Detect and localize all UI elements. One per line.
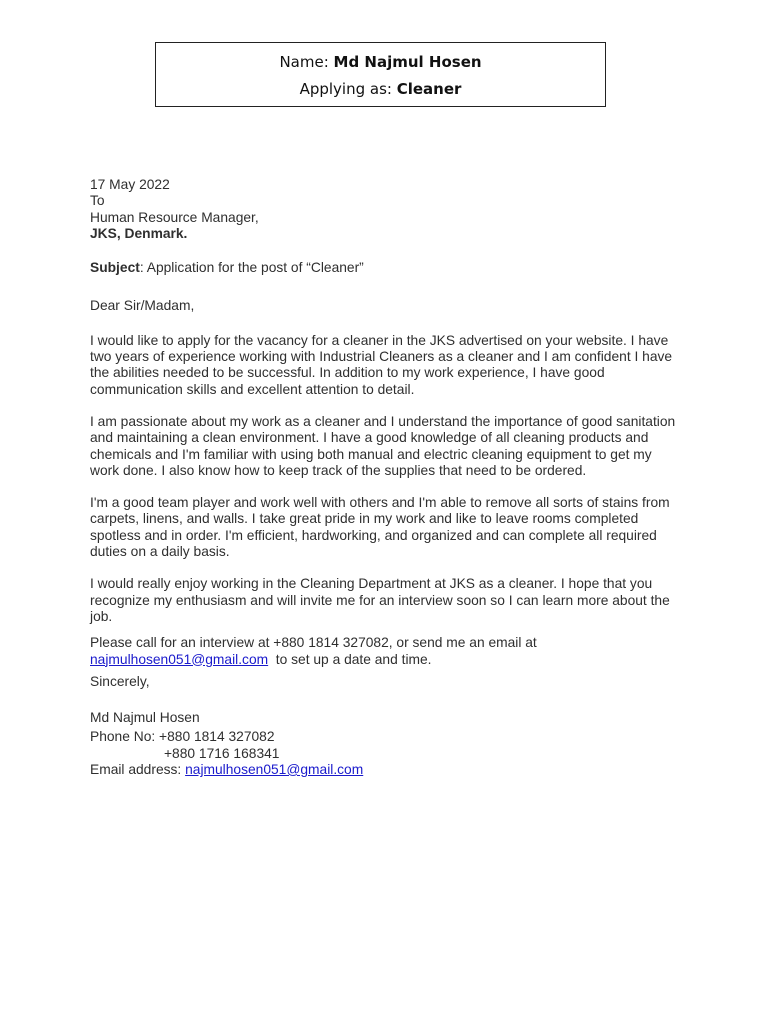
paragraph-3: I'm a good team player and work well with others and I'm able to remove all sorts of stains from carpets, linens, and walls. I take great pride in my work and like to leave rooms completed spotless and in order. I'm efficient, hardworking, and organized and can complete all required duties on a daily basis. — [90, 495, 670, 560]
subject-line — [90, 260, 680, 276]
paragraph-4: I would really enjoy working in the Cleaning Department at JKS as a cleaner. I hope that you recognize my enthusiasm and will invite me for an interview soon so I can learn more about the job. — [90, 576, 670, 624]
call-text: Please call for an interview at +880 1814 327082, or send me an email at — [90, 635, 537, 651]
email-link[interactable]: najmulhosen051@gmail.com — [185, 762, 364, 778]
signature-name: Md Najmul Hosen — [90, 710, 200, 726]
paragraph-1: I would like to apply for the vacancy for a cleaner in the JKS advertised on your website. I have two years of experience working with Industrial Cleaners as a cleaner and I am confident I have the abilities needed to be successful. In addition to my work experience, I have good communication skills and excellent attention to detail. — [90, 332, 673, 397]
phone-1: +880 1814 327082 — [159, 729, 275, 745]
phone-label: Phone No: — [90, 729, 160, 745]
letter-body — [90, 177, 680, 778]
to-line: To — [90, 193, 105, 209]
paragraph-2: I am passionate about my work as a cleaner and I understand the importance of good sanitation and maintaining a clean environment. I have a good knowledge of all cleaning products and chemicals and I'm familiar with using both manual and electric cleaning equipment to get my work done. I also know how to keep track of the supplies that need to be ordered. — [90, 413, 676, 478]
call-paragraph — [90, 635, 680, 668]
subject-text: : Application for the post of “Cleaner” — [139, 260, 364, 276]
email-line — [90, 762, 680, 778]
name-line — [156, 49, 605, 76]
applying-line — [156, 76, 605, 103]
date: 17 May 2022 — [90, 177, 170, 192]
call-suffix: to set up a date and time. — [268, 651, 432, 667]
call-email-link[interactable]: najmulhosen051@gmail.com — [90, 651, 269, 667]
subject-label: Subject — [90, 260, 140, 276]
header-box — [155, 42, 606, 107]
recipient-company: JKS, Denmark. — [90, 225, 188, 241]
phone-2: +880 1716 168341 — [164, 745, 280, 761]
closing: Sincerely, — [90, 673, 150, 689]
name-label: Name: — [279, 53, 334, 71]
name-value: Md Najmul Hosen — [333, 53, 482, 71]
email-label: Email address: — [90, 762, 186, 778]
applying-value: Cleaner — [396, 80, 462, 98]
recipient-title: Human Resource Manager, — [90, 209, 259, 225]
applying-label: Applying as: — [299, 80, 397, 98]
salutation: Dear Sir/Madam, — [90, 298, 195, 314]
phone-line-1 — [90, 729, 680, 745]
